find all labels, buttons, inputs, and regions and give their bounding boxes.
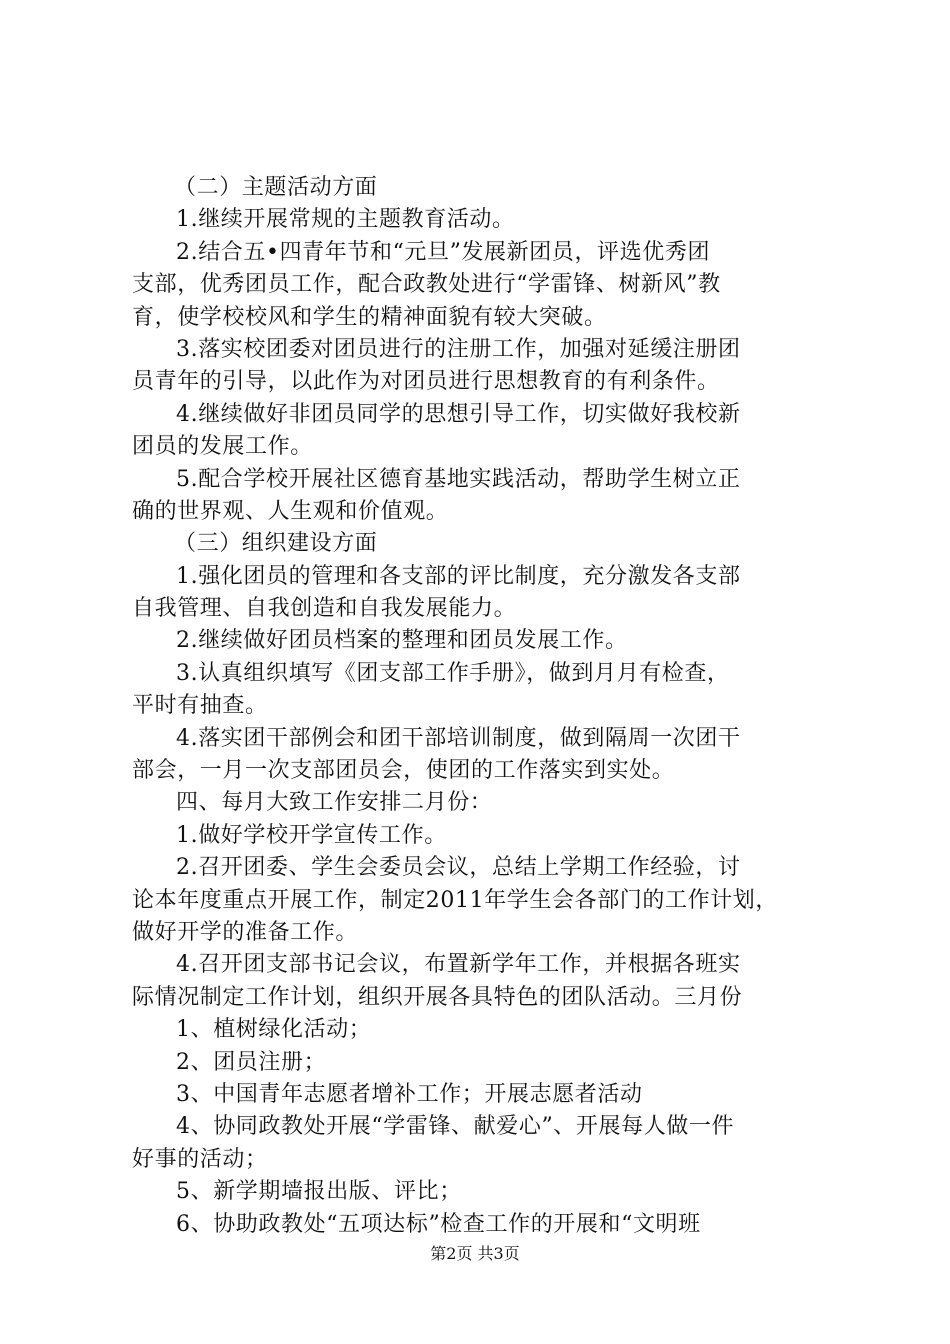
text-line: 6、协助政教处“五项达标”检查工作的开展和“文明班 [176,1211,701,1237]
text-line: 1.继续开展常规的主题教育活动。 [176,207,515,233]
text-line: 4.继续做好非团员同学的思想引导工作，切实做好我校新 [176,401,741,427]
text-line: 4.召开团支部书记会议，布置新学年工作，并根据各班实 [176,952,741,978]
text-line: 做好开学的准备工作。 [132,919,359,945]
text-line: 2.结合五•四青年节和“元旦”发展新团员，评选优秀团 [176,239,711,265]
text-line: 2.召开团委、学生会委员会议，总结上学期工作经验，讨 [176,855,741,881]
text-line: 2、团员注册； [176,1049,327,1075]
text-line: 四、每月大致工作安排二月份： [176,790,493,816]
text-line: 3、中国青年志愿者增补工作；开展志愿者活动 [176,1081,643,1107]
text-line: 好事的活动； [132,1146,268,1172]
text-line: 论本年度重点开展工作，制定2011年学生会各部门的工作计划， [132,887,778,913]
text-line: 4.落实团干部例会和团干部培训制度，做到隔周一次团干 [176,725,741,751]
text-line: 自我管理、自我创造和自我发展能力。 [132,596,517,622]
text-line: 5.配合学校开展社区德育基地实践活动，帮助学生树立正 [176,466,741,492]
text-line: 平时有抽查。 [132,693,268,719]
text-line: 1.强化团员的管理和各支部的评比制度，充分激发各支部 [176,563,741,589]
text-line: 团员的发展工作。 [132,434,313,460]
text-line: 确的世界观、人生观和价值观。 [132,498,449,524]
text-line: 3.落实校团委对团员进行的注册工作，加强对延缓注册团 [176,336,741,362]
text-line: （三）组织建设方面 [174,531,378,557]
page-footer: 第2页 共3页 [430,1244,520,1263]
text-line: 际情况制定工作计划，组织开展各具特色的团队活动。三月份 [132,984,743,1010]
text-line: 1.做好学校开学宣传工作。 [176,822,447,848]
text-line: 3.认真组织填写《团支部工作手册》，做到月月有检查， [176,660,730,686]
text-line: 1、植树绿化活动； [176,1017,372,1043]
text-line: 2.继续做好团员档案的整理和团员发展工作。 [176,628,628,654]
text-line: （二）主题活动方面 [174,175,378,200]
text-line: 部会，一月一次支部团员会，使团的工作落实到实处。 [132,758,675,784]
text-line: 育，使学校校风和学生的精神面貌有较大突破。 [132,304,607,330]
document-body [132,172,832,1241]
text-line: 5、新学期墙报出版、评比； [176,1179,462,1205]
text-line: 员青年的引导，以此作为对团员进行思想教育的有利条件。 [132,369,720,395]
text-line: 支部，优秀团员工作，配合政教处进行“学雷锋、树新风”教 [132,272,721,298]
text-line: 4、协同政教处开展“学雷锋、献爱心”、开展每人做一件 [176,1114,735,1140]
